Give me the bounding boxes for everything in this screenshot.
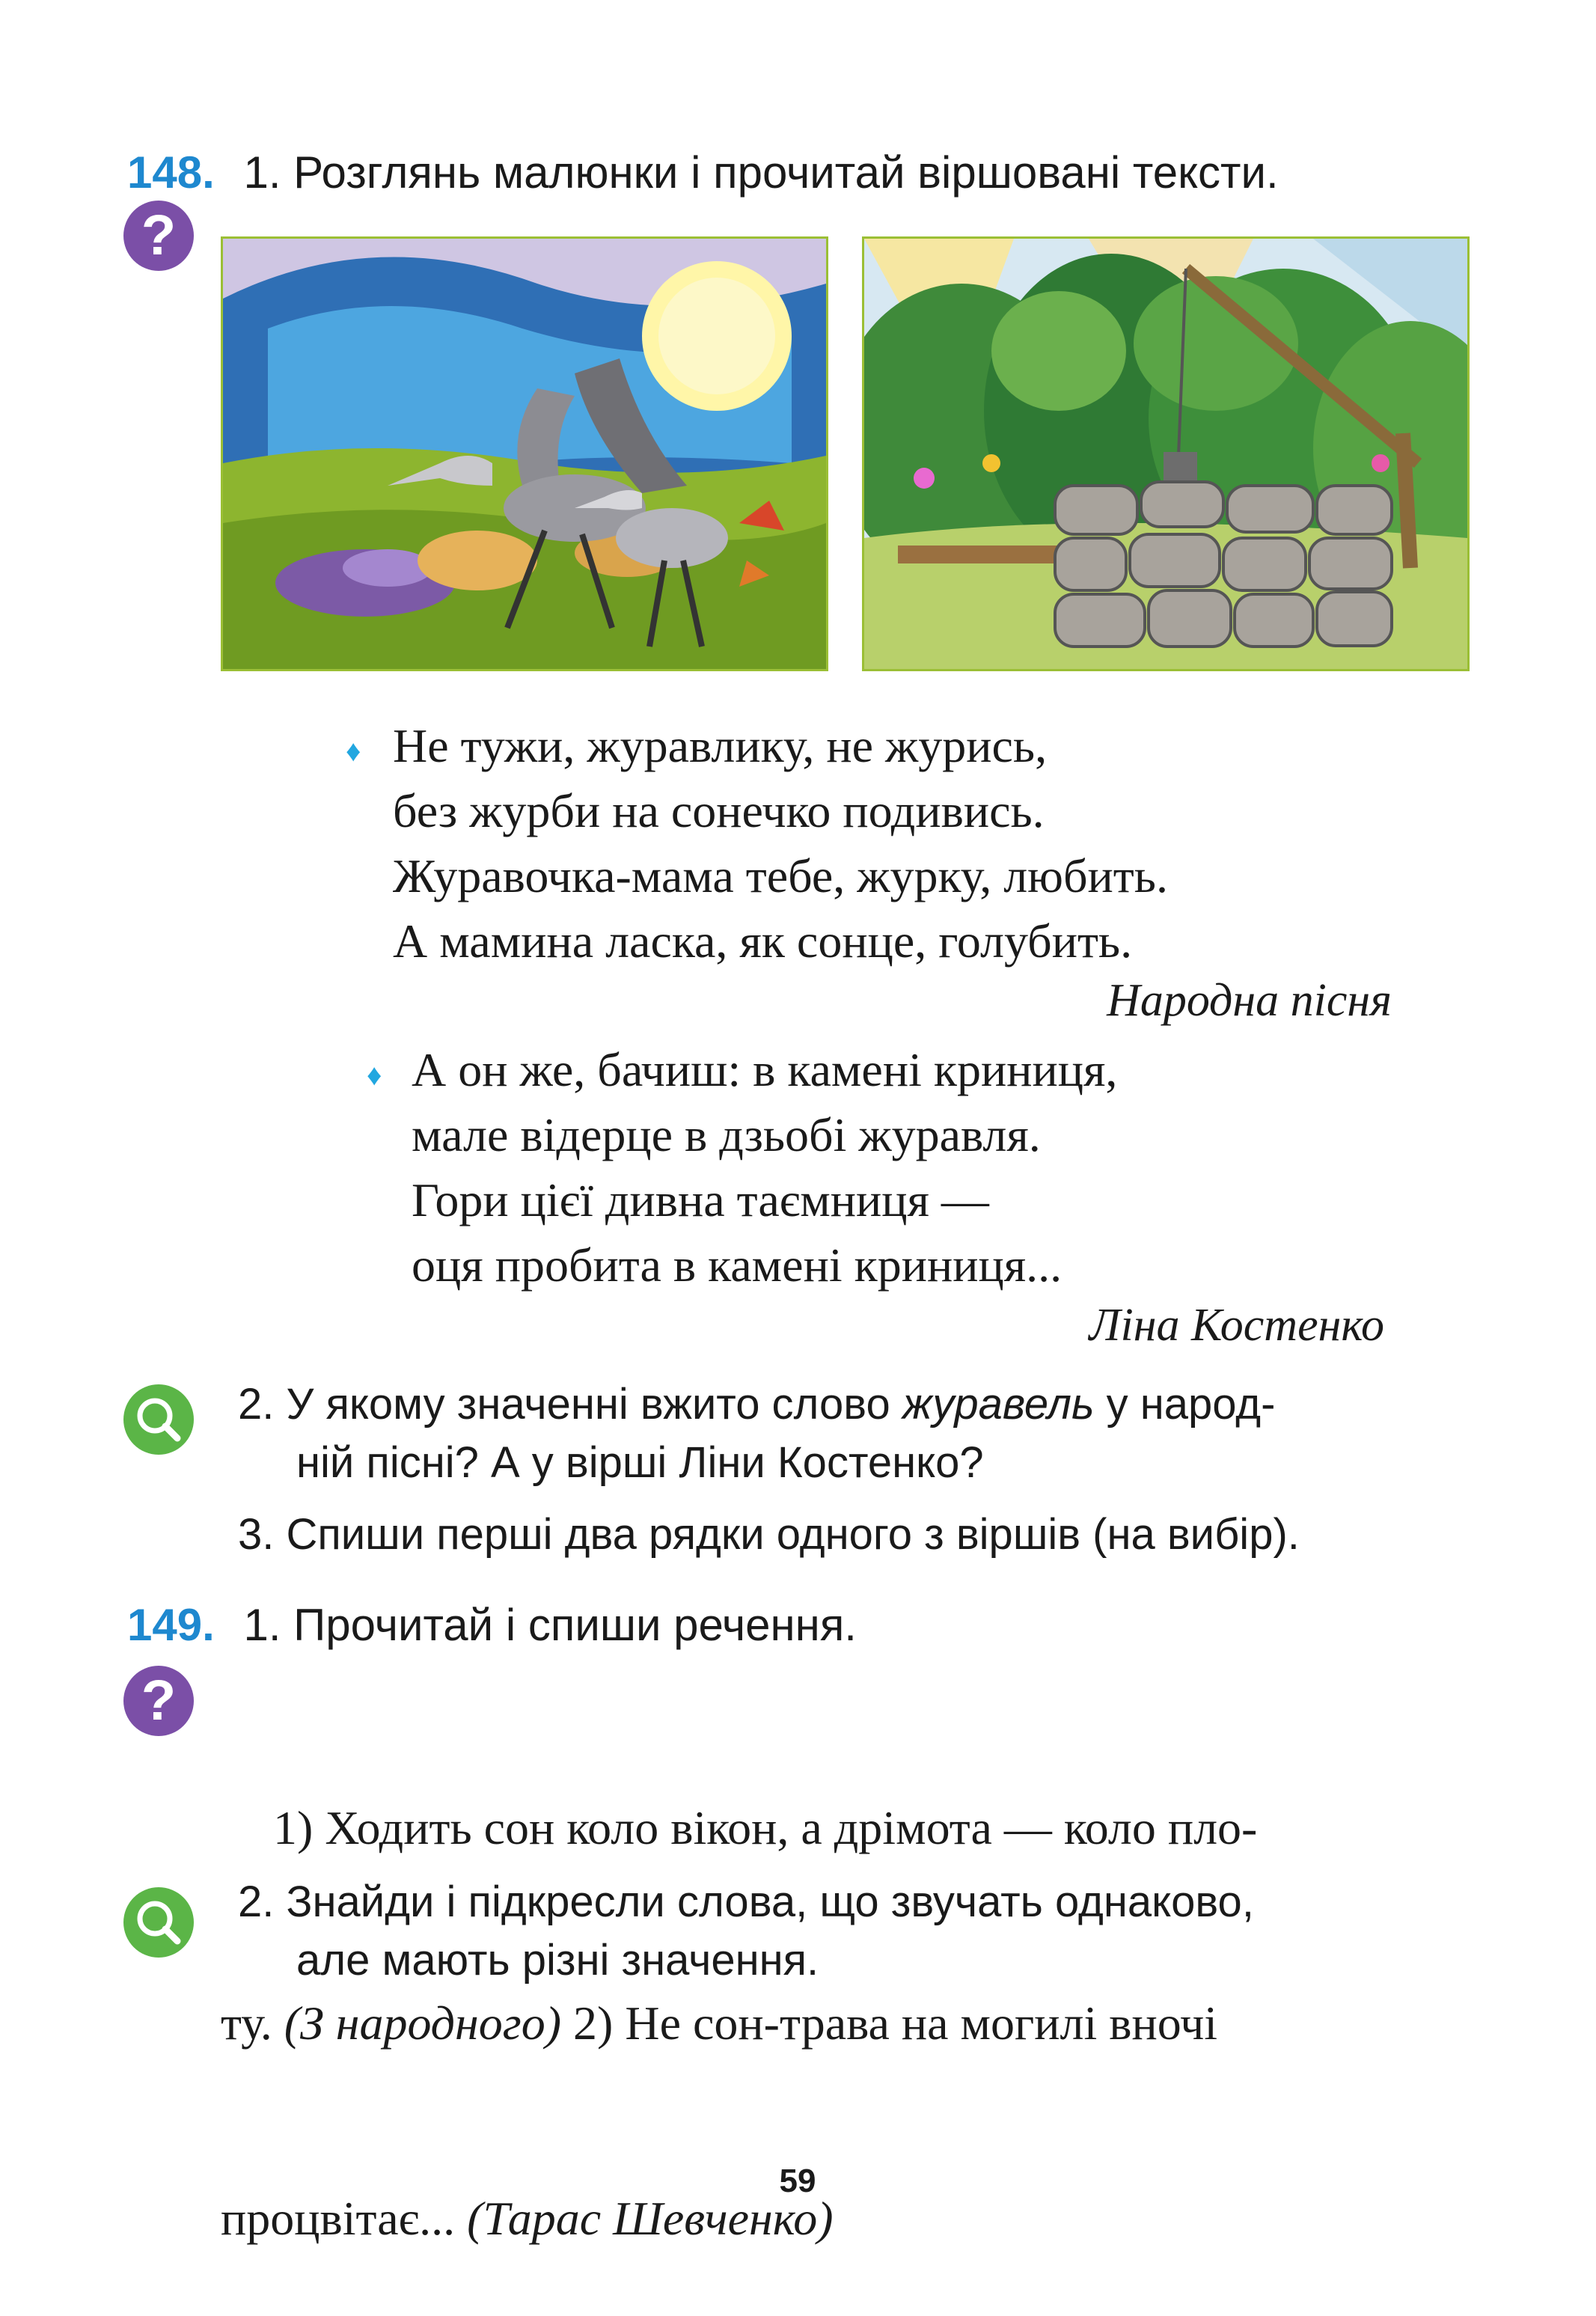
source-reference: (Тарас Шевченко) (467, 2192, 834, 2245)
page-number: 59 (779, 2163, 816, 2199)
exercise-number: 148. (127, 147, 215, 198)
poem-line: без журби на сонечко подивись. (393, 784, 1045, 837)
task-148-3: 3. Спиши перші два рядки одного з віршів (на вибір). (238, 1510, 1300, 1559)
task-149-1: 1. Прочитай і спиши речення. (243, 1600, 857, 1650)
poem-2 (412, 1037, 1117, 1298)
magnifier-icon (123, 1384, 194, 1455)
cranes-illustration (223, 239, 826, 669)
task-149-2 (238, 1873, 1254, 1990)
bullet-diamond-icon: ♦ (346, 734, 361, 768)
text-fragment: ту. (221, 1996, 284, 2050)
text-line: 1) Ходить сон коло вікон, а дрімота — коло пло- (273, 1801, 1258, 1854)
question-icon: ? (123, 201, 194, 271)
text-fragment: процвітає... (221, 2192, 468, 2245)
exercise-number: 149. (127, 1600, 215, 1650)
poem-line: А он же, бачиш: в камені криниця, (412, 1043, 1118, 1096)
bullet-diamond-icon: ♦ (367, 1058, 382, 1092)
task-148-2 (238, 1375, 1275, 1492)
poem-2-author: Ліна Костенко (1089, 1300, 1384, 1351)
task-text: 2. Знайди і підкресли слова, що звучать однаково, (238, 1877, 1254, 1926)
magnifier-icon (123, 1887, 194, 1958)
poem-line: оця пробита в камені криниця... (412, 1238, 1063, 1292)
magnifier-glyph (123, 1384, 194, 1455)
well-picture (862, 236, 1470, 671)
poem-line: мале відерце в дзьобі журавля. (412, 1108, 1041, 1161)
task-text: у народ- (1094, 1380, 1276, 1429)
task-text: 2. У якому значенні вжито слово (238, 1380, 902, 1429)
task-text: але мають різні значення. (296, 1936, 819, 1985)
poem-1 (393, 713, 1168, 974)
poem-line: Гори цієї дивна таємниця — (412, 1173, 989, 1226)
exercise-149-heading (127, 1599, 857, 1651)
text-line (221, 2186, 1257, 2251)
poem-line: А мамина ласка, як сонце, голубить. (393, 914, 1133, 968)
task-148-1: 1. Розглянь малюнки і прочитай віршовані тексти. (243, 147, 1279, 198)
exercise-149-text (221, 1665, 1257, 2316)
poem-1-author: Народна пісня (1107, 975, 1392, 1026)
poem-line: Не тужи, журавлику, не журись, (393, 719, 1048, 772)
source-reference: (З народного) (284, 1996, 562, 2050)
question-icon: ? (123, 1666, 194, 1736)
exercise-148-heading (127, 147, 1279, 198)
task-text: ній пісні? А у вірші Ліни Костенко? (296, 1438, 984, 1487)
highlighted-word: журавель (902, 1380, 1095, 1429)
text-line (221, 1990, 1257, 2056)
cranes-picture (221, 236, 828, 671)
well-illustration (864, 239, 1467, 669)
text-fragment: 2) Не сон-трава на могилі вночі (561, 1996, 1218, 2050)
poem-line: Журавочка-мама тебе, журку, любить. (393, 849, 1168, 902)
magnifier-glyph (123, 1887, 194, 1958)
